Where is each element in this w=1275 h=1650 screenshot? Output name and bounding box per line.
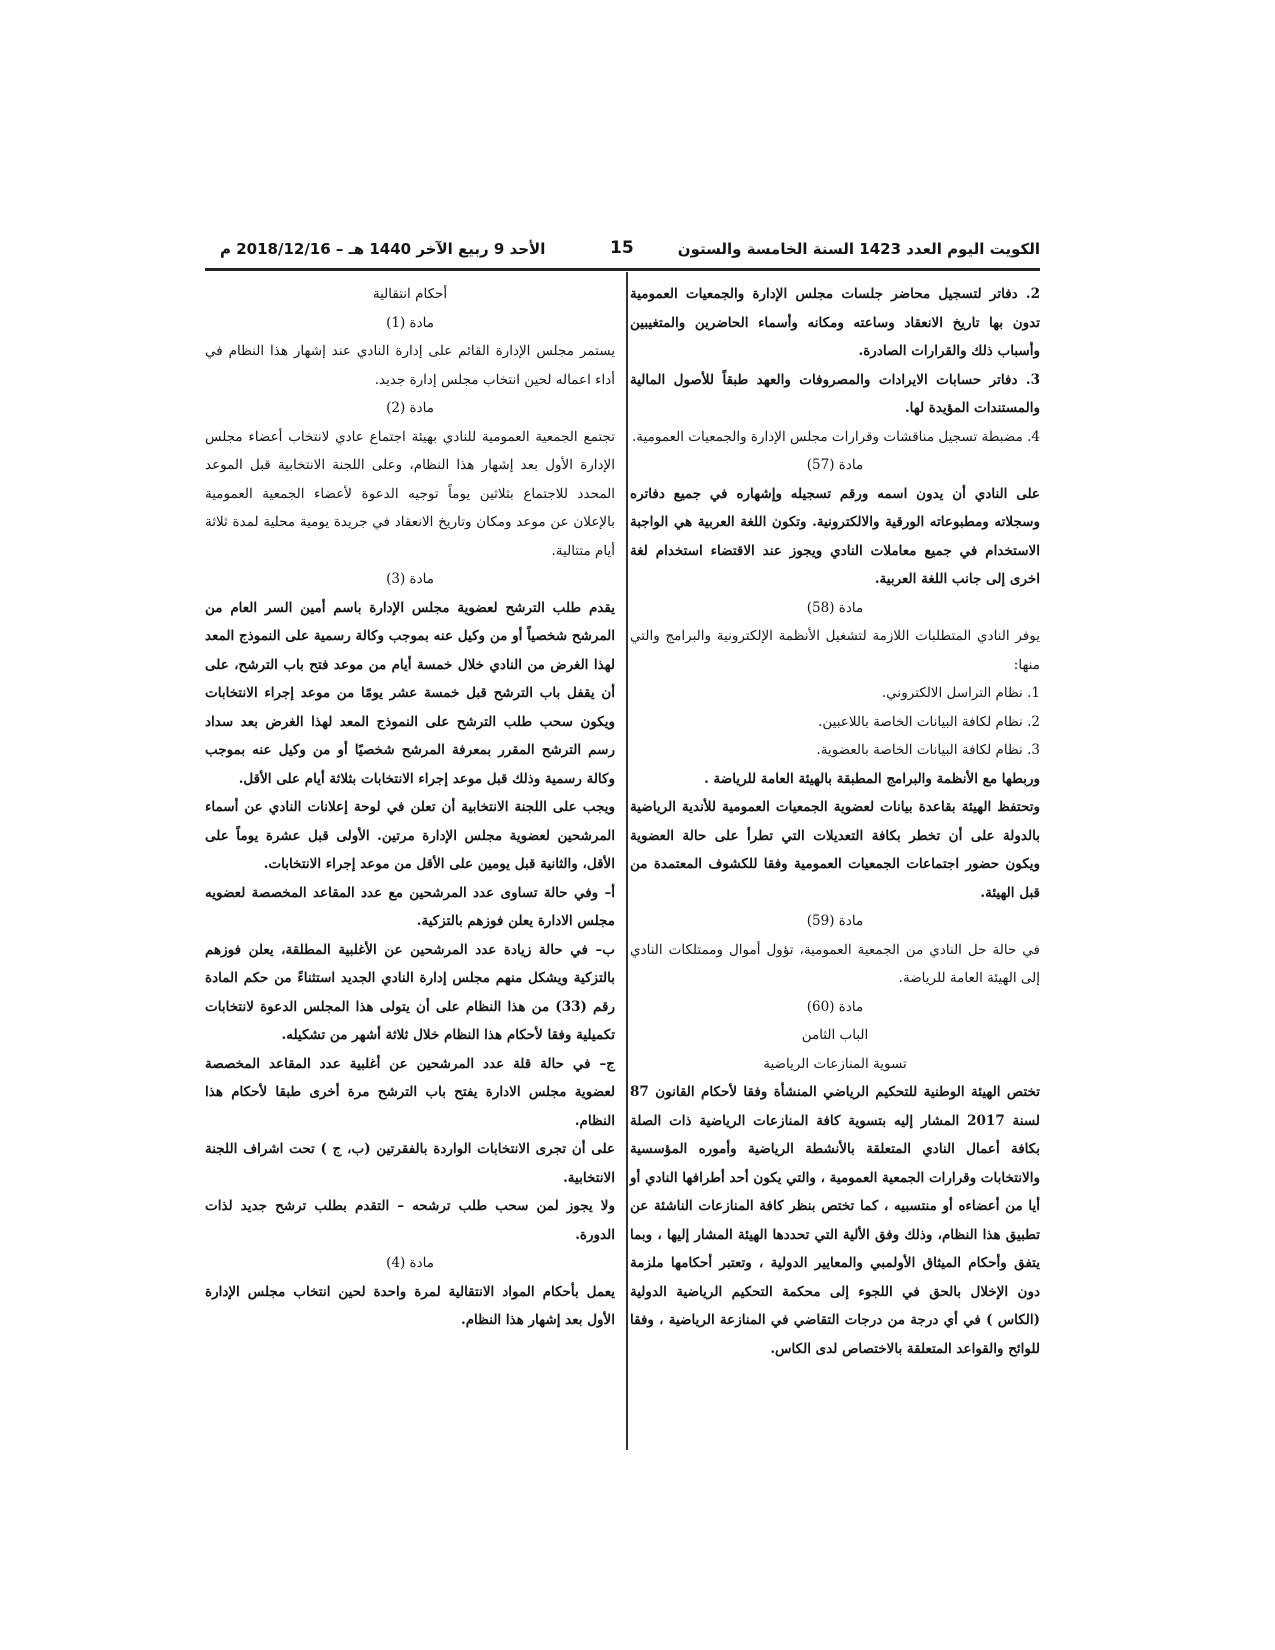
section-heading: مادة (58) [806, 599, 864, 616]
paragraph: تجتمع الجمعية العمومية للنادي بهيئة اجتماع عادي لانتخاب أعضاء مجلس الإدارة الأول بعد إشهار هذا النظام، وعلى اللجنة الانتخابية قبل الموعد المحدد للاجتماع بثلاثين يوماً توجيه الدعوة لأعضاء الجمعية العمومية بالإعلان عن موعد ومكان وتاريخ الانعقاد في جريدة يومية محلية لمدة ثلاثة أيام متتالية. [205, 428, 615, 559]
right-column [630, 280, 1040, 1363]
section-heading: مادة (1) [386, 314, 434, 331]
paragraph: ويجب على اللجنة الانتخابية أن تعلن في لوحة إعلانات النادي عن أسماء المرشحين لعضوية مجلس الإدارة مرتين. الأولى قبل عشرة يوماً على الأقل، والثانية قبل يومين على الأقل من موعد إجراء الانتخابات. [205, 799, 615, 872]
paragraph: أ– وفي حالة تساوى عدد المرشحين مع عدد المقاعد المخصصة لعضويه مجلس الادارة يعلن فوزهم بالتزكية. [205, 884, 615, 929]
section-heading: مادة (3) [386, 571, 434, 587]
paragraph: 3. دفاتر حسابات الايرادات والمصروفات والعهد طبقاً للأصول المالية والمستندات المؤيدة لها. [630, 371, 1040, 416]
paragraph: 1. نظام التراسل الالكتروني. [881, 685, 1040, 701]
paragraph: 4. مضبطة تسجيل مناقشات وقرارات مجلس الإدارة والجمعيات العمومية. [632, 428, 1040, 445]
paragraph: يستمر مجلس الإدارة القائم على إدارة النادي عند إشهار هذا النظام في أداء اعماله لحين انتخاب مجلس إدارة جديد. [205, 343, 615, 388]
header-date: الأحد 9 ربيع الآخر 1440 هـ – 2018/12/16 م [220, 240, 546, 258]
section-heading: مادة (60) [806, 998, 864, 1015]
paragraph: وتحتفظ الهيئة بقاعدة بيانات لعضوية الجمعيات العمومية للأندية الرياضية بالدولة على أن تخطر بكافة التعديلات التي تطرأ على حالة العضوية ويكون حضور اجتماعات الجمعيات العمومية وفقا للكشوف المعتمدة من قبل الهيئة. [630, 799, 1040, 901]
section-heading: مادة (4) [386, 1255, 434, 1271]
paragraph: في حالة حل النادي من الجمعية العمومية، تؤول أموال وممتلكات النادي إلى الهيئة العامة للرياضة. [630, 941, 1040, 986]
page-header [205, 238, 1040, 264]
paragraph: 2. دفاتر لتسجيل محاضر جلسات مجلس الإدارة والجمعيات العمومية تدون بها تاريخ الانعقاد وساعته ومكانه وأسماء الحاضرين والمتغيبين وأسباب ذلك والقرارات الصادرة. [630, 286, 1040, 359]
header-issue-info: الكويت اليوم العدد 1423 السنة الخامسة والستون [677, 240, 1040, 258]
paragraph: يقدم طلب الترشح لعضوية مجلس الإدارة باسم أمين السر العام من المرشح شخصياً أو من وكيل عنه بموجب وكالة رسمية على النموذج المعد لهذا الغرض من النادي خلال خمسة أيام من موعد فتح باب الترشح، على أن يقفل باب الترشح قبل خمسة عشر يومًا من موعد إجراء الانتخابات ويكون سحب طلب الترشح على النموذج المعد لهذا الغرض بعد سداد رسم الترشح المقرر بمعرفة المرشح شخصيًا أو من وكيل عنه بموجب وكالة رسمية وذلك قبل موعد إجراء الانتخابات بثلاثة أيام على الأقل. [205, 599, 615, 787]
paragraph: 3. نظام لكافة البيانات الخاصة بالعضوية. [816, 742, 1040, 758]
left-column [205, 280, 615, 1335]
section-heading: مادة (2) [386, 400, 434, 416]
paragraph: وربطها مع الأنظمة والبرامج المطبقة بالهيئة العامة للرياضة . [704, 770, 1040, 787]
paragraph: تختص الهيئة الوطنية للتحكيم الرياضي المنشأة وفقا لأحكام القانون 87 لسنة 2017 المشار إليه بتسوية كافة المنازعات الرياضية ذات الصلة بكافة أعمال النادي المتعلقة بالأنشطة الرياضية وأموره المؤسسية والانتخابات وقرارات الجمعية العمومية ، والتي يكون أحد أطرافها النادي أو أيا من أعضاءه أو منتسبيه ، كما تختص بنظر كافة المنازعات الناشئة عن تطبيق هذا النظام، وذلك وفق الألية التي تحددها الهيئة المشار إليها ، وبما يتفق وأحكام الميثاق الأولمبي والمعايير الدولية ، وتعتبر أحكامها ملزمة دون الإخلال بالحق في اللجوء إلى محكمة التحكيم الرياضية الدولية (الكاس ) في أي درجة من درجات التقاضي في المنازعة الرياضية ، وفقا للوائح والقواعد المتعلقة بالاختصاص لدى الكاس. [630, 1084, 1041, 1357]
section-heading: أحكام انتقالية [372, 286, 448, 302]
section-heading: الباب الثامن [801, 1027, 869, 1043]
paragraph: 2. نظام لكافة البيانات الخاصة باللاعبين. [818, 713, 1040, 730]
paragraph: على النادي أن يدون اسمه ورقم تسجيله وإشهاره في جميع دفاتره وسجلاته ومطبوعاته الورقية والالكترونية. وتكون اللغة العربية هي الواجبة الاستخدام في جميع معاملات النادي ويجوز عند الاقتضاء استخدام لغة اخرى إلى جانب اللغة العربية. [630, 485, 1040, 587]
paragraph: ولا يجوز لمن سحب طلب ترشحه – التقدم بطلب ترشح جديد لذات الدورة. [205, 1198, 615, 1243]
header-rule [205, 268, 1040, 271]
column-divider [626, 272, 628, 1450]
section-heading: مادة (59) [806, 913, 864, 929]
paragraph: على أن تجرى الانتخابات الواردة بالفقرتين (ب، ج ) تحت اشراف اللجنة الانتخابية. [205, 1141, 615, 1186]
page-number: 15 [610, 238, 634, 258]
paragraph: يوفر النادي المتطلبات اللازمة لتشغيل الأنظمة الإلكترونية والبرامج والتي منها: [630, 628, 1040, 673]
paragraph: ب– في حالة زيادة عدد المرشحين عن الأغلبية المطلقة، يعلن فوزهم بالتزكية ويشكل منهم مجلس إدارة النادي الجديد استثناءً من حكم المادة رقم (33) من هذا النظام على أن يتولى هذا المجلس الدعوة لانتخابات تكميلية وفقا لأحكام هذا النظام خلال ثلاثة أشهر من تشكيله. [205, 941, 616, 1043]
section-heading: مادة (57) [806, 457, 864, 473]
section-heading: تسوية المنازعات الرياضية [763, 1055, 907, 1072]
paragraph: ج– في حالة قلة عدد المرشحين عن أغلبية عدد المقاعد المخصصة لعضوية مجلس الادارة يفتح باب الترشح مرة أخرى طبقا لأحكام هذا النظام. [205, 1055, 615, 1129]
paragraph: يعمل بأحكام المواد الانتقالية لمرة واحدة لحين انتخاب مجلس الإدارة الأول بعد إشهار هذا النظام. [205, 1283, 615, 1328]
